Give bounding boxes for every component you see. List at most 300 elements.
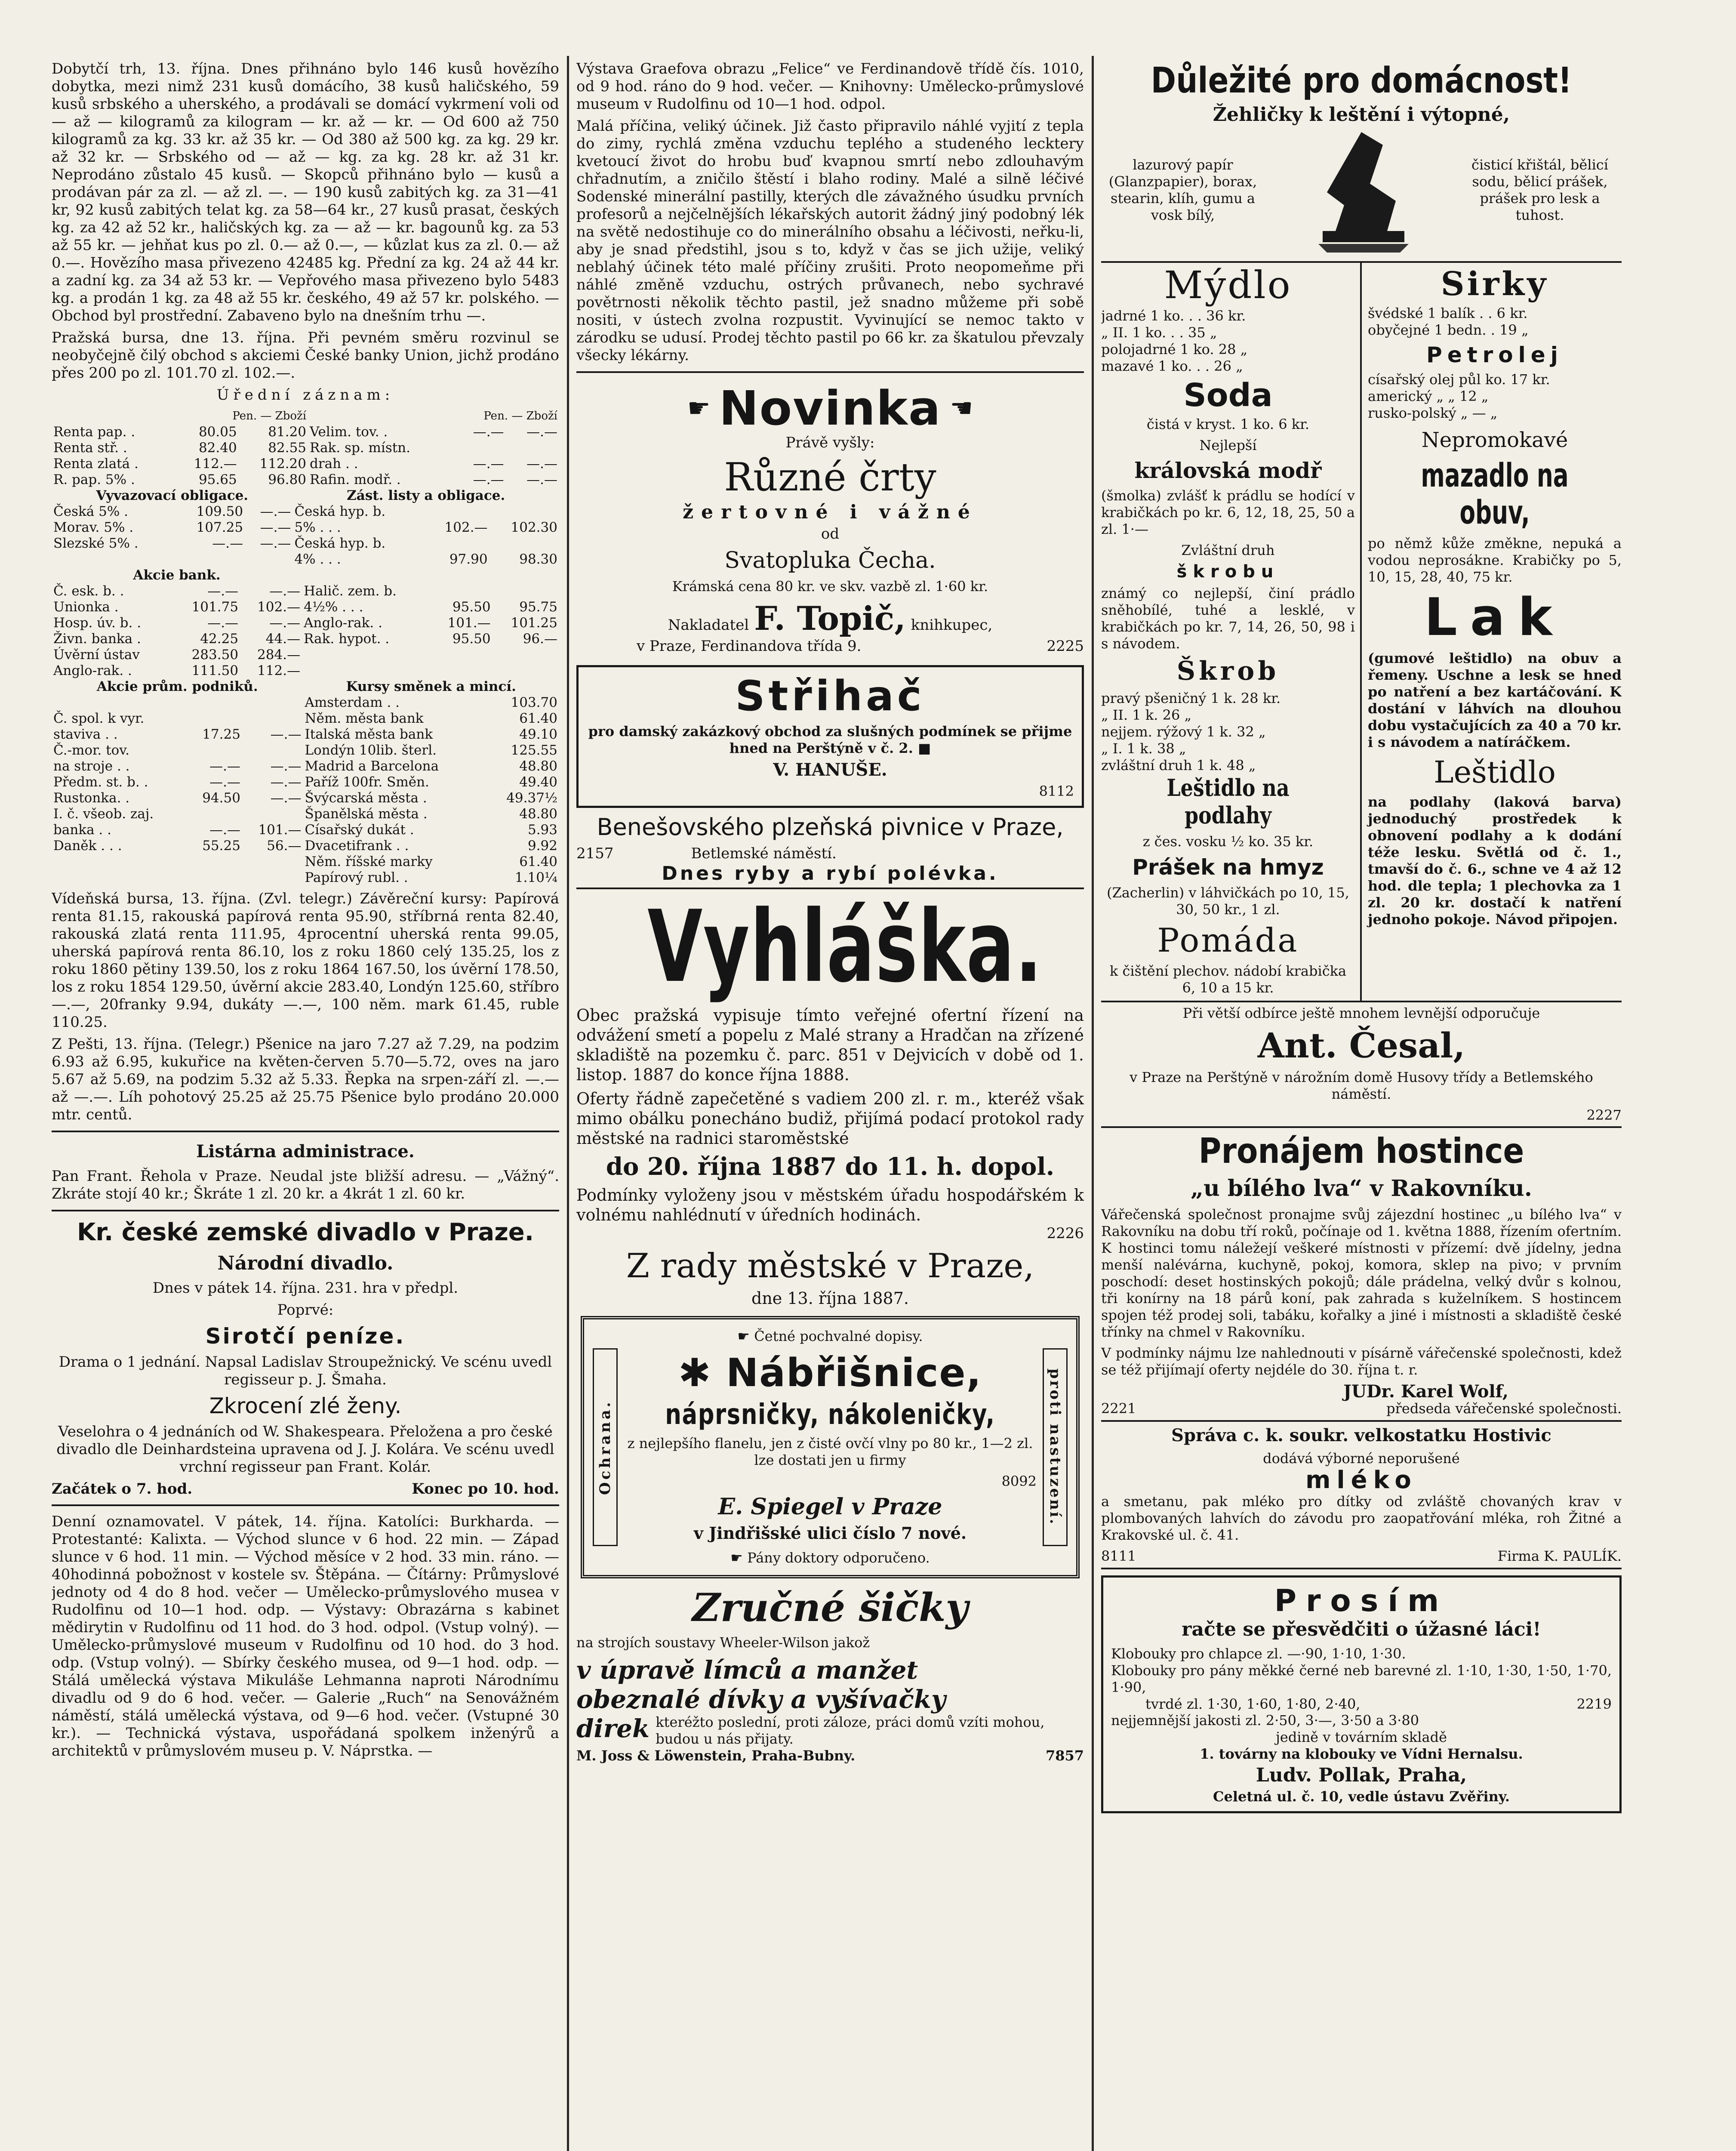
price-item: americký „ „ 12 „: [1368, 388, 1489, 404]
table-cell: Švýcarská města .: [305, 790, 427, 806]
table-row: [52, 424, 559, 440]
table-cell: —.—: [209, 758, 240, 774]
section-heading: Akcie prům. podniků.: [96, 679, 258, 694]
theatre-date: Dnes v pátek 14. října. 231. hra v předpl.: [152, 1279, 459, 1297]
table-cell: [188, 695, 242, 711]
table-cell: Č. spol. k vyr.: [53, 711, 145, 726]
table-cell: Předm. st. b. .: [53, 774, 148, 790]
price-item: „ I. 1 k. 38 „: [1101, 740, 1186, 757]
milk-heading: mléko: [1305, 1466, 1417, 1494]
show-times: [52, 1480, 559, 1498]
frame-top-label: Četné pochvalné dopisy.: [754, 1328, 923, 1344]
table-cell: [452, 440, 505, 456]
table-cell: Morav. 5% .: [53, 520, 134, 535]
table-cell: 283.50: [191, 647, 239, 663]
matches-price-list: [1368, 305, 1622, 339]
divider: [52, 1504, 559, 1506]
table-cell: 98.30: [519, 552, 557, 567]
table-cell: [483, 695, 487, 711]
table-cell: [483, 774, 487, 790]
table-cell: R. pap. 5% .: [53, 472, 135, 487]
frame-content: [618, 1348, 1043, 1546]
table-cell: 112.—: [257, 663, 301, 678]
naprsnicky-heading: náprsničky, nákoleničky,: [665, 1398, 995, 1431]
price-item: jadrné 1 ko. . . 36 kr.: [1101, 308, 1246, 324]
starch-description: známý co nejlepší, činí prádlo sněhobílé, tuhé a lesklé, v krabičkách po kr. 7, 14, 26, 50, 98 i s návodem.: [1101, 585, 1355, 652]
table-cell: Španělská města .: [305, 806, 428, 822]
shoe-grease-description: po němž kůže změkne, nepuká a vodou neprosákne. Krabičky po 5, 10, 15, 28, 40, 75 kr.: [1368, 535, 1622, 585]
table-cell: [188, 743, 242, 758]
estate-name: Správa c. k. soukr. velkostatku Hostivic: [1171, 1425, 1551, 1445]
table-cell: [483, 790, 487, 806]
prague-bourse-report: Pražská bursa, dne 13. října. Při pevném směru rozvinul se neobyčejně čilý obchod s akciemi České banky Union, jichž prodáno přes 200 po zl. 101.70 zl. 102.—.: [52, 329, 559, 382]
insect-powder-heading: Prášek na hmyz: [1132, 855, 1324, 880]
play-title: Sirotčí peníze.: [205, 1324, 406, 1349]
table-cell: Dvacetifrank . .: [305, 838, 409, 854]
table-cell: [506, 440, 559, 456]
table-row: [52, 647, 559, 663]
soap-price-list: [1101, 308, 1355, 375]
firm-name: E. Spiegel v Praze: [718, 1494, 942, 1520]
table-cell: [242, 854, 303, 870]
section-heading: Zást. listy a obligace.: [347, 488, 505, 503]
table-cell: —.—: [526, 424, 557, 440]
table-cell: [242, 711, 303, 727]
table-cell: 80.05: [198, 424, 237, 440]
clothes-iron-icon: [1310, 128, 1413, 257]
table-cell: 44.—: [265, 631, 301, 647]
notice-text: Obec pražská vypisuje tímto veřejné ofertní řízení na odvážení smetí a popelu z Malé strany a Hradčan na zřízené skladiště na pozemku č. parc. 851 v Dejvicích v době od 1. listop. 1887 do konce října 1888.: [576, 1006, 1084, 1084]
table-cell: Unionka .: [53, 599, 119, 615]
tailor-description: pro damský zakázkový obchod za slušných podmínek se přijme hned na Perštýně v č. 2. ■: [588, 723, 1072, 756]
advert-number: 7857: [1045, 1747, 1084, 1764]
side-label-right: proti nastuzení.: [1043, 1348, 1068, 1546]
table-cell: [175, 552, 245, 567]
play-description: Veselohra o 4 jednáních od W. Shakespeara. Přeložena a pro české divadlo dle Deinhardsteina upravena od J. J. Kolára. Ve scénu uvedl vrchní regisseur pan Frant. Kolár.: [56, 1423, 554, 1476]
table-cell: Č.-mor. tov.: [53, 743, 129, 758]
shoe-grease-heading: mazadlo na obuv,: [1421, 456, 1569, 531]
price-item: císařský olej půl ko. 17 kr.: [1368, 371, 1550, 388]
table-cell: Česká hyp. b.: [294, 536, 386, 551]
section-heading: Vyvazovací obligace.: [96, 488, 249, 503]
price-item: „ II. 1 k. 26 „: [1101, 707, 1192, 723]
table-cell: [425, 536, 489, 552]
graef-exhibition-note: Výstava Graefova obrazu „Felice“ ve Ferdinandově třídě čís. 1010, od 9 hod. ráno do 9 hod. večer. — Knihovny: Umělecko-průmyslové museum v Rudolfinu od 10—1 hod. odpol.: [576, 60, 1084, 113]
merchant-address: v Praze na Perštýně v nárožním domě Husovy třídy a Betlemského náměstí.: [1130, 1069, 1593, 1102]
table-cell: 101.75: [191, 599, 239, 615]
table-cell: Velim. tov. .: [310, 424, 388, 440]
table-cell: [245, 552, 292, 567]
hat-factory: 1. továrny na klobouky ve Vídni Hernalsu.: [1200, 1746, 1523, 1762]
price-item: polojadrné 1 ko. 28 „: [1101, 341, 1248, 357]
special-kind-label: Zvláštní druh: [1181, 542, 1275, 558]
iron-block: [1101, 128, 1622, 257]
table-cell: [483, 870, 487, 886]
table-cell: —.—: [207, 583, 239, 599]
notice-text: Podmínky vyloženy jsou v městském úřadu hospodářském k volnému nahlédnutí v úředních hodinách.: [576, 1186, 1084, 1224]
pub-name: Benešovského plzeňská pivnice v Praze,: [597, 814, 1064, 841]
table-cell: Císařský dukát .: [305, 822, 414, 838]
table-cell: Něm. města bank: [305, 711, 424, 726]
table-cell: 112.—: [194, 456, 237, 471]
table-cell: 284.—: [257, 647, 301, 663]
household-products: [1101, 263, 1622, 1002]
table-row: [52, 854, 559, 870]
table-cell: Italská města bank: [305, 727, 433, 742]
table-cell: Daněk . . .: [53, 838, 122, 854]
obligations-table: [52, 488, 559, 567]
table-cell: 49.40: [519, 774, 557, 790]
table-cell: [483, 822, 487, 838]
book-by: od: [821, 525, 840, 542]
table-cell: —.—: [212, 536, 243, 551]
petroleum-heading: Petrolej: [1426, 342, 1563, 367]
table-cell: Živn. banka .: [53, 631, 141, 647]
column-right: [1101, 60, 1622, 2151]
table-row: [52, 615, 559, 631]
table-cell: 101.—: [447, 615, 491, 631]
price-item: obyčejné 1 bedn. . 19 „: [1368, 322, 1529, 338]
vienna-bourse-report: Vídeňská bursa, 13. října. (Zvl. telegr.) Závěreční kursy: Papírová renta 81.15, rakouská papírová renta 95.90, stříbrná renta 82.40, rakouská zlatá renta 111.95, 4procentní uherská renta 99.05, uherská papírová renta 86.10, los z roku 1860 celý 135.25, los z roku 1860 pětiny 139.50, los z roku 1864 167.50, los úvěrní 178.50, los z roku 1854 129.50, úvěrní akcie 283.40, Londýn 125.60, stříbro —.—, 20franky 9.94, dukáty —.—, 100 něm. mark 61.45, ruble 110.25.: [52, 890, 559, 1031]
best-label: Nejlepší: [1199, 437, 1257, 453]
table-cell: 49.10: [519, 727, 557, 742]
side-label-left: Ochrana.: [593, 1348, 618, 1546]
frame-body: [593, 1348, 1068, 1546]
nabrisnice-heading: [624, 1352, 1037, 1395]
table-cell: 96.—: [523, 631, 557, 647]
products-right: [1360, 263, 1622, 1001]
book-advert: [576, 380, 1084, 659]
table-cell: 103.70: [511, 695, 557, 710]
administration-note: Pan Frant. Řehola v Praze. Neudal jste bližší adresu. — „Vážný“. Zkráte stojí 40 kr.; Škráte 1 zl. 20 kr. a 4krát 1 zl. 60 kr.: [52, 1168, 559, 1202]
table-row: [52, 870, 559, 886]
table-cell: 95.50: [452, 599, 491, 615]
inn-lease-text: Vářečenská společnost pronajme svůj zájezdní hostinec „u bílého lva“ v Rakovníku na dobu tří roků, počínaje od 1. května 1888, řízením ofertním. K hostinci tomu náležejí veškeré místnosti v přízemí: dvě jídelny, jedna menší nalévárna, kuchyně, pokoj, komora, sklep na pivo; v prvním poschodí: deset hostinských pokojů; dále prádelna, velký dvůr s kolnou, tři konírny na 18 párů koní, pak zahrada s kuželníkem. S hostincem spojen též prodej soli, tabáku, kořalky a jiné i místnosti a skladiště české třínky na chmel v Rakovníku.: [1101, 1206, 1622, 1340]
table-cell: Něm. říšské marky: [305, 854, 433, 869]
table-cell: [431, 647, 492, 663]
advert-number: 2226: [1047, 1225, 1084, 1242]
matches-heading: Sirky: [1441, 265, 1549, 303]
tailor-employer: V. HANUŠE.: [773, 760, 887, 780]
waterproof-heading: Nepromokavé: [1421, 428, 1568, 452]
asterisk-icon: ✱: [678, 1350, 712, 1396]
table-cell: Amsterdam . .: [305, 695, 400, 710]
hat-subheading: račte se přesvědčiti o úžasné láci!: [1182, 1618, 1541, 1640]
price-item: švédské 1 balík . . 6 kr.: [1368, 305, 1528, 321]
table-cell: [483, 711, 487, 727]
frame-bottom-text: ☛ Pány doktory odporučeno.: [730, 1550, 930, 1566]
table-cell: 48.80: [519, 758, 557, 774]
table-row: [52, 536, 559, 552]
premiere-label: Poprvé:: [277, 1301, 334, 1319]
end-time: Konec po 10. hod.: [412, 1480, 559, 1498]
table-cell: [492, 663, 559, 679]
pomade-description: k čištění plechov. nádobí krabička 6, 10 a 15 kr.: [1109, 963, 1347, 996]
milk-text: a smetanu, pak mléko pro dítky od zvláště chovaných krav v plombovaných lahvích do závodu pro zaopatřování mléka, roh Žitné a Krakovské ul. č. 41.: [1101, 1493, 1622, 1543]
table-cell: 81.20: [268, 424, 307, 440]
inn-lease-advert: [1101, 1128, 1622, 1422]
household-subtitle: Žehličky k leštění i výtopné,: [1213, 104, 1510, 126]
table-cell: Anglo-rak. .: [53, 663, 132, 678]
table-row: [52, 504, 559, 520]
hat-price: Klobouky pro pány měkké černé neb barevné zl. 1·10, 1·30, 1·50, 1·70, 1·90,: [1111, 1662, 1612, 1695]
publisher-address: v Praze, Ferdinandova třída 9.: [637, 638, 862, 655]
table-cell: 107.25: [196, 520, 243, 535]
table-cell: Renta pap. .: [53, 424, 135, 440]
table-row: [52, 838, 559, 854]
table-cell: [431, 663, 492, 679]
table-cell: 56.—: [267, 838, 302, 854]
table-cell: 4% . . .: [294, 552, 341, 567]
household-heading: Důležité pro domácnost!: [1151, 60, 1572, 101]
publisher-line: [576, 599, 1084, 638]
table-cell: 1.10¼: [514, 870, 557, 885]
signer-line: [1101, 1400, 1622, 1417]
pomade-heading: Pomáda: [1157, 921, 1299, 959]
starch-price-list: [1101, 690, 1355, 774]
official-records-title: Úřední záznam:: [216, 386, 394, 404]
table-cell: [52, 854, 188, 870]
table-cell: 125.55: [511, 743, 557, 758]
advert-number: 2219: [1576, 1696, 1612, 1712]
advert-number: 2157: [576, 845, 614, 862]
table-cell: —.—: [270, 758, 302, 774]
table-cell: 95.50: [452, 631, 491, 647]
table-cell: 101.25: [511, 615, 557, 631]
table-cell: —.—: [270, 774, 302, 790]
table-cell: Renta stř. .: [53, 440, 127, 456]
table-cell: 95.65: [198, 472, 237, 487]
signer-role: předseda vářečenské společnosti.: [1386, 1400, 1622, 1417]
table-cell: [492, 583, 559, 599]
table-cell: 82.40: [198, 440, 237, 456]
table-cell: —.—: [207, 615, 239, 631]
table-cell: Hosp. úv. b. .: [53, 615, 142, 631]
table-cell: —.—: [473, 424, 504, 440]
inn-lease-text: V podmínky nájmu lze nahlednouti v písárně vářečenské společnosti, kdež se též přijímají oferty nejdéle do 30. října t. r.: [1101, 1345, 1622, 1378]
frame-top-text: ☛ Četné pochvalné dopisy.: [737, 1328, 923, 1344]
milk-firm: Firma K. PAULÍK.: [1497, 1548, 1622, 1564]
lacquer-heading: Lak: [1424, 588, 1565, 647]
table-cell: [242, 743, 303, 758]
table-cell: Rustonka. .: [53, 790, 130, 806]
table-cell: —.—: [209, 822, 240, 838]
table-cell: [188, 806, 242, 822]
table-cell: 112.20: [259, 456, 307, 471]
advert-number: 8092: [1001, 1473, 1037, 1489]
column-left: [52, 60, 559, 2151]
table-cell: Paříž 100fr. Směn.: [305, 774, 429, 790]
table-cell: —.—: [473, 456, 504, 471]
table-cell: na stroje . .: [53, 758, 130, 774]
table-cell: drah . .: [310, 456, 358, 471]
banks-table: [52, 567, 559, 679]
advert-number: 8111: [1101, 1548, 1136, 1564]
seamstress-text: obeznalé dívky a vyšívačky: [576, 1685, 946, 1714]
administration-title: Listárna administrace.: [196, 1141, 415, 1162]
table-cell: 102.30: [511, 520, 557, 535]
table-cell: 55.25: [202, 838, 240, 854]
table-row: [52, 440, 559, 456]
table-header: Pen. — Zboží: [232, 410, 307, 422]
publisher-label: Nakladatel: [668, 616, 749, 634]
table-cell: Londýn 10lib. šterl.: [305, 743, 437, 758]
column-rule: [1092, 56, 1094, 2151]
table-cell: 111.50: [191, 663, 239, 678]
table-row: [52, 743, 559, 758]
table-cell: Rak. hypot. .: [304, 631, 390, 647]
table-row: [52, 695, 559, 711]
table-cell: [483, 854, 487, 870]
table-cell: 94.50: [202, 790, 240, 806]
pointing-hand-icon: ☛: [687, 393, 711, 423]
table-cell: [302, 647, 431, 663]
table-row: [52, 472, 559, 488]
table-cell: Anglo-rak. .: [304, 615, 382, 631]
table-cell: 102.—: [444, 520, 488, 535]
advert-number: 2225: [1047, 638, 1084, 655]
column-rule: [567, 56, 569, 2151]
supplies-list-right: čisticí křištál, bělicí sodu, bělicí prášek, prášek pro lesk a tuhost.: [1471, 157, 1608, 223]
milk-advert: [1101, 1422, 1622, 1569]
table-cell: 97.90: [449, 552, 488, 567]
table-cell: —.—: [269, 615, 301, 631]
table-cell: [489, 504, 559, 520]
hat-firm-address: Celetná ul. č. 10, vedle ústavu Zvěřiny.: [1213, 1788, 1510, 1805]
floor-polish-heading: Leštidlo na podlahy: [1167, 774, 1290, 829]
pub-address: Betlemské náměstí.: [691, 845, 837, 862]
table-cell: 9.92: [527, 838, 557, 854]
table-cell: —.—: [526, 456, 557, 471]
book-author: Svatopluka Čecha.: [724, 548, 936, 573]
table-cell: 82.55: [268, 440, 307, 456]
play-description: Drama o 1 jednání. Napsal Ladislav Stroupežnický. Ve scénu uvedl regisseur p. J. Šmaha.: [58, 1353, 552, 1388]
floor-polish-price: z čes. vosku ½ ko. 35 kr.: [1142, 833, 1314, 850]
sodenske-pastilles-note: Malá příčina, veliký účinek. Již často připravilo náhlé vyjití z tepla do zimy, rychlá změna vzduchu teplého a studeného lecktery kvetoucí život do hrobu buď kvapnou smrtí nebo zdlouhavým chřadnutím, a zničilo štěstí i blaho rodiny. Malé a silně léčivé Sodenské minerální pastilly, kterých dle závažného úsudku prvních profesorů a nejčelnějších lékařských autorit žádný jiný podobný lék na světě nedostihuje co do minerálního obsahu a léčivosti, neřku-li, aby je snad předstihl, jsou s to, když v čas se jich užije, veliký neblahý účinek této malé příčiny zrušiti. Proto neopomeňme při náhlé změně vzduchu, ostrých průvanech, nebo sychravé povětrnosti několik těchto pastil, jež snadno můžeme při sobě nositi, v ústech zvolna rozpustit. Vyvinující se nemoc takto v zárodku se udusí. Prodej těchto pastil po 66 kr. za škatulou převzaly všecky lékárny.: [576, 117, 1084, 364]
table-cell: [431, 583, 492, 599]
seamstress-text: na strojích soustavy Wheeler-Wilson jakož: [576, 1634, 870, 1651]
seamstress-firm-line: [576, 1747, 1084, 1764]
theatre-subtitle: Národní divadlo.: [217, 1252, 394, 1274]
table-cell: —.—: [260, 536, 291, 551]
royal-blue-heading: královská modř: [1134, 458, 1322, 483]
table-cell: 109.50: [196, 504, 243, 519]
royal-blue-description: (šmolka) zvlášť k prádlu se hodící v krabičkách po kr. 6, 12, 18, 25, 50 a zl. 1·—: [1101, 487, 1355, 537]
tailor-advert: [576, 665, 1084, 808]
lacquer-description: (gumové leštidlo) na obuv a řemeny. Uschne a lesk se hned po natření a bez kartáčování. K dostání v láhvích na dlouhou dobu vystačujících za 40 a 70 kr. i s návodem a natíráčkem.: [1368, 650, 1622, 750]
table-cell: —.—: [260, 520, 291, 535]
table-cell: [425, 504, 489, 520]
hat-heading: Prosím: [1274, 1583, 1449, 1618]
notice-deadline: do 20. října 1887 do 11. h. dopol.: [606, 1153, 1055, 1181]
pest-market-report: Z Pešti, 13. října. (Telegr.) Pšenice na jaro 7.27 až 7.29, na podzim 6.93 až 6.95, kukuřice na květen-červen 5.70—5.72, oves na jaro 5.67 až 5.69, na podzim 5.32 až 5.33. Řepka na srpen-září zl. —.— až —.—. Líh pohotový 25.25 až 25.75 Pšenice bylo prodáno 20.000 mtr. centů.: [52, 1035, 559, 1123]
merchant-name: Ant. Česal,: [1257, 1025, 1465, 1066]
table-cell: —.—: [270, 727, 302, 742]
council-date: dne 13. října 1887.: [751, 1289, 909, 1308]
publisher-name: F. Topič,: [754, 599, 906, 638]
public-notice: [576, 890, 1084, 1308]
table-cell: 4½% . . .: [304, 599, 363, 615]
table-cell: [302, 663, 431, 679]
price-item: zvláštní druh 1 k. 48 „: [1101, 757, 1256, 773]
hat-firm: Ludv. Pollak, Praha,: [1256, 1764, 1467, 1786]
table-cell: —.—: [209, 774, 240, 790]
pub-special: Dnes ryby a rybí polévka.: [662, 863, 999, 884]
polish-heading: Leštidlo: [1434, 755, 1556, 790]
table-row: [52, 663, 559, 679]
divider: [576, 371, 1084, 373]
nabrisnice-label: Nábřišnice,: [726, 1350, 982, 1396]
book-price: Krámská cena 80 kr. ve skv. vazbě zl. 1·60 kr.: [672, 578, 988, 595]
seamstress-firm: M. Joss & Löwenstein, Praha-Bubny.: [576, 1747, 856, 1764]
price-item: pravý pšeničný 1 k. 28 kr.: [1101, 690, 1281, 706]
table-cell: 17.25: [202, 727, 240, 742]
table-cell: [52, 695, 188, 711]
frame-bottom-label: Pány doktory odporučeno.: [747, 1550, 930, 1566]
table-row: [52, 583, 559, 599]
insect-powder-description: (Zacherlin) v láhvičkách po 10, 15, 30, 50 kr., 1 zl.: [1107, 884, 1349, 918]
table-row: [52, 552, 559, 567]
milk-text: dodává výborné neporušené: [1263, 1450, 1460, 1467]
table-cell: 95.75: [519, 599, 557, 615]
hat-price: Klobouky pro chlapce zl. —·90, 1·10, 1·30.: [1111, 1646, 1406, 1662]
table-cell: [242, 695, 303, 711]
hat-price: nejjemnější jakosti zl. 2·50, 3·—, 3·50 a 3·80: [1111, 1712, 1419, 1729]
table-cell: Rafin. modř. .: [310, 472, 401, 487]
table-cell: [489, 536, 559, 552]
spiegel-advert: [581, 1316, 1080, 1578]
publisher-trade: knihkupec,: [911, 616, 993, 634]
table-row: [52, 599, 559, 615]
table-cell: Rak. sp. místn.: [310, 440, 410, 456]
table-cell: [242, 806, 303, 822]
table-cell: stavivа . .: [53, 727, 118, 742]
table-cell: 96.80: [268, 472, 307, 487]
seamstress-row: [576, 1714, 1084, 1747]
cesal-advert: [1101, 1002, 1622, 1128]
theatre-title: Kr. české zemské divadlo v Praze.: [77, 1218, 534, 1246]
section-heading: Akcie bank.: [133, 567, 221, 583]
table-cell: [52, 552, 175, 567]
table-cell: Úvěrní ústav: [53, 647, 140, 663]
seamstress-advert: [576, 1585, 1084, 1764]
price-item: mazavé 1 ko. . . 26 „: [1101, 358, 1243, 374]
table-cell: [52, 870, 188, 886]
hat-price: tvrdé zl. 1·30, 1·60, 1·80, 2·40,: [1145, 1696, 1360, 1712]
divider: [52, 1210, 559, 1211]
hat-price-row: [1111, 1696, 1612, 1712]
table-cell: —.—: [269, 583, 301, 599]
table-row: [52, 631, 559, 647]
seamstress-text: kteréžto poslední, proti záloze, práci domů vzíti mohou, budou u nás přijaty.: [656, 1714, 1045, 1747]
milk-firm-line: [1101, 1548, 1622, 1564]
table-cell: —.—: [526, 472, 557, 487]
soda-price: čistá v kryst. 1 ko. 6 kr.: [1146, 416, 1310, 432]
advert-number: 2221: [1101, 1400, 1136, 1417]
table-cell: [242, 870, 303, 886]
column-middle: [576, 60, 1084, 2151]
table-row: [52, 727, 559, 743]
section-heading: Kursy směnek a mincí.: [346, 679, 516, 694]
polish-description: na podlahy (laková barva) jednoduchý prostředek k obnovení podlahy a k dodání téže lesku. Světlá od č. 1., tmavší do č. 6., schne ve 4 až 12 hod. dle tepla; 1 plechovka za 1 zl. 20 kr. dostačí k natření jednoho pokoje. Návod připojen.: [1368, 794, 1622, 928]
table-cell: 48.80: [519, 806, 557, 822]
table-cell: [483, 727, 487, 743]
table-row: [52, 758, 559, 774]
nabrisnice-description: z nejlepšího flanelu, jen z čisté ovčí vlny po 80 kr., 1—2 zl. lze dostati jen u firmy: [627, 1435, 1033, 1468]
seamstress-text: v úpravě límců a manžet: [576, 1655, 918, 1685]
cattle-market-report: Dobytčí trh, 13. října. Dnes přihnáno bylo 146 kusů hovězího dobytka, mezi nimž 231 kusů domácího, 38 kusů haličského, 59 kusů srbského a uherského, a prodávali se domácí vykrmení voli od — až — kilogramů za kilogram — kr. až — kr. — Od 600 až 750 kilogramů za kg. 33 kr. až 35 kr. — Od 380 až 500 kg. za kg. 29 kr. až 32 kr. — Srbského od — až — kg. za kg. 28 kr. až 31 kr. Neprodáno zůstalo 45 kusů. — Skopců přihnáno bylo — kusů a prodávan pár za zl. — až zl. —. — 190 kusů zabitých kg. za 31—41 kr, 92 kusů zabitých telat kg. za 58—64 kr., 27 kusů prasat, českých kg. za 42 až 52 kr., haličských kg. za — až — kr. bagounů kg. za 53 až 55 kr. — jehňat kus po zl. 0.— až 0.—, — kůzlat kus za zl. 0.— až 0.—. Hovězího masa přivezeno 42485 kg. Přední za kg. 24 až 44 kr. a zadní kg. za 34 až 53 kr. — Vepřového masa přivezeno bylo 5483 kg. a prodán 1 kg. za 48 až 55 kr. českého, 49 až 57 kr. polského. — Obchod byl prostřední. Zabaveno bylo na dnešním trhu —.: [52, 60, 559, 324]
tailor-heading: Střihač: [735, 672, 925, 720]
